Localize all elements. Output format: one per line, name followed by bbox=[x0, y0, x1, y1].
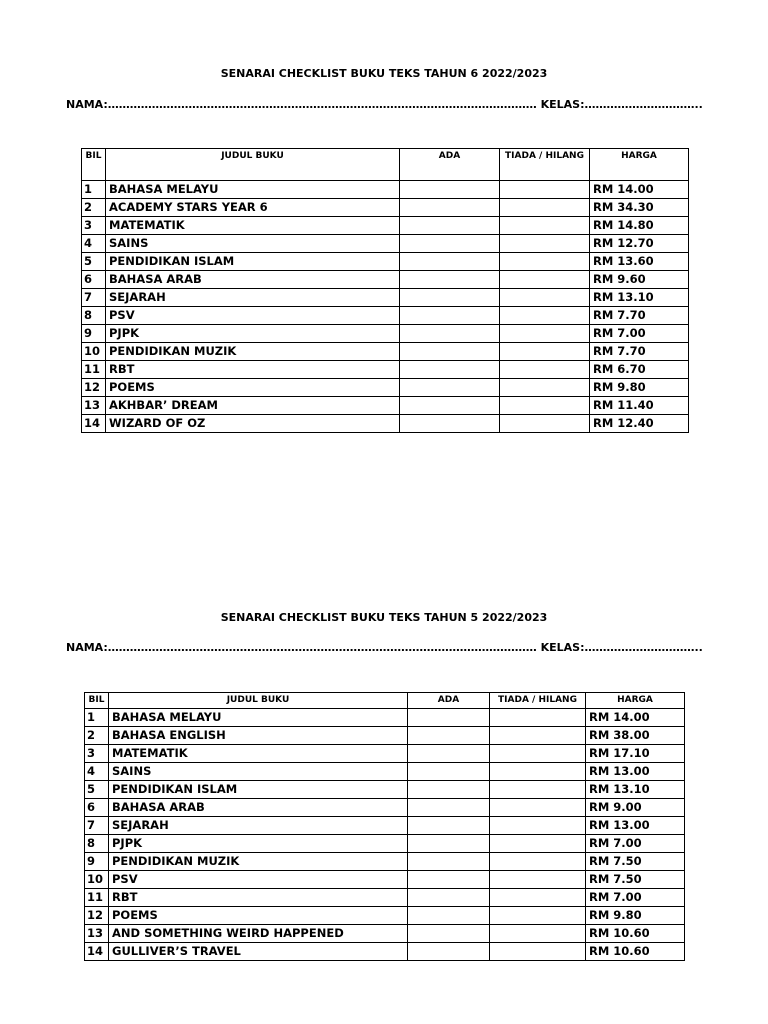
table-body bbox=[85, 709, 685, 961]
tiada-hilang-checkbox-cell[interactable] bbox=[500, 325, 590, 343]
tiada-hilang-checkbox-cell[interactable] bbox=[490, 817, 586, 835]
ada-checkbox-cell[interactable] bbox=[408, 853, 490, 871]
ada-checkbox-cell[interactable] bbox=[408, 907, 490, 925]
bil-cell: 12 bbox=[85, 907, 109, 925]
table-row bbox=[82, 253, 689, 271]
bil-cell: 3 bbox=[82, 217, 106, 235]
table-row bbox=[82, 325, 689, 343]
bil-cell: 4 bbox=[82, 235, 106, 253]
header-harga: HARGA bbox=[586, 693, 685, 709]
section-title: SENARAI CHECKLIST BUKU TEKS TAHUN 6 2022/2023 bbox=[220, 67, 548, 80]
harga-cell: RM 7.00 bbox=[586, 889, 685, 907]
table-header-row bbox=[82, 149, 689, 181]
tiada-hilang-checkbox-cell[interactable] bbox=[500, 217, 590, 235]
harga-cell: RM 13.10 bbox=[590, 289, 689, 307]
judul-buku-cell: MATEMATIK bbox=[109, 745, 408, 763]
judul-buku-cell: SAINS bbox=[106, 235, 400, 253]
ada-checkbox-cell[interactable] bbox=[400, 217, 500, 235]
table-row bbox=[82, 397, 689, 415]
ada-checkbox-cell[interactable] bbox=[400, 343, 500, 361]
bil-cell: 10 bbox=[85, 871, 109, 889]
harga-cell: RM 9.60 bbox=[590, 271, 689, 289]
bil-cell: 4 bbox=[85, 763, 109, 781]
bil-cell: 14 bbox=[85, 943, 109, 961]
judul-buku-cell: GULLIVER’S TRAVEL bbox=[109, 943, 408, 961]
bil-cell: 12 bbox=[82, 379, 106, 397]
tiada-hilang-checkbox-cell[interactable] bbox=[500, 289, 590, 307]
bil-cell: 8 bbox=[82, 307, 106, 325]
table-row bbox=[82, 307, 689, 325]
table-header-row bbox=[85, 693, 685, 709]
table-body bbox=[82, 181, 689, 433]
tiada-hilang-checkbox-cell[interactable] bbox=[490, 745, 586, 763]
bil-cell: 1 bbox=[82, 181, 106, 199]
harga-cell: RM 7.70 bbox=[590, 307, 689, 325]
harga-cell: RM 7.50 bbox=[586, 871, 685, 889]
harga-cell: RM 7.00 bbox=[590, 325, 689, 343]
header-bil: BIL bbox=[85, 693, 109, 709]
harga-cell: RM 10.60 bbox=[586, 925, 685, 943]
judul-buku-cell: SEJARAH bbox=[106, 289, 400, 307]
judul-buku-cell: MATEMATIK bbox=[106, 217, 400, 235]
bil-cell: 5 bbox=[85, 781, 109, 799]
ada-checkbox-cell[interactable] bbox=[400, 289, 500, 307]
bil-cell: 13 bbox=[82, 397, 106, 415]
ada-checkbox-cell[interactable] bbox=[400, 253, 500, 271]
ada-checkbox-cell[interactable] bbox=[408, 727, 490, 745]
table-row bbox=[82, 271, 689, 289]
judul-buku-cell: RBT bbox=[106, 361, 400, 379]
tiada-hilang-checkbox-cell[interactable] bbox=[490, 763, 586, 781]
ada-checkbox-cell[interactable] bbox=[400, 181, 500, 199]
ada-checkbox-cell[interactable] bbox=[400, 199, 500, 217]
tiada-hilang-checkbox-cell[interactable] bbox=[500, 199, 590, 217]
judul-buku-cell: PSV bbox=[109, 871, 408, 889]
bil-cell: 2 bbox=[85, 727, 109, 745]
table-row bbox=[85, 799, 685, 817]
judul-buku-cell: POEMS bbox=[109, 907, 408, 925]
judul-buku-cell: WIZARD OF OZ bbox=[106, 415, 400, 433]
judul-buku-cell: RBT bbox=[109, 889, 408, 907]
bil-cell: 1 bbox=[85, 709, 109, 727]
harga-cell: RM 6.70 bbox=[590, 361, 689, 379]
tiada-hilang-checkbox-cell[interactable] bbox=[500, 271, 590, 289]
ada-checkbox-cell[interactable] bbox=[408, 943, 490, 961]
judul-buku-cell: PENDIDIKAN ISLAM bbox=[106, 253, 400, 271]
table-row bbox=[82, 361, 689, 379]
ada-checkbox-cell[interactable] bbox=[400, 415, 500, 433]
bil-cell: 6 bbox=[82, 271, 106, 289]
judul-buku-cell: PSV bbox=[106, 307, 400, 325]
tiada-hilang-checkbox-cell[interactable] bbox=[490, 709, 586, 727]
table-row bbox=[85, 745, 685, 763]
judul-buku-cell: POEMS bbox=[106, 379, 400, 397]
ada-checkbox-cell[interactable] bbox=[408, 709, 490, 727]
bil-cell: 7 bbox=[85, 817, 109, 835]
bil-cell: 13 bbox=[85, 925, 109, 943]
table-row bbox=[85, 817, 685, 835]
judul-buku-cell: SEJARAH bbox=[109, 817, 408, 835]
harga-cell: RM 13.10 bbox=[586, 781, 685, 799]
ada-checkbox-cell[interactable] bbox=[408, 871, 490, 889]
table-row bbox=[85, 853, 685, 871]
section-title: SENARAI CHECKLIST BUKU TEKS TAHUN 5 2022/2023 bbox=[220, 611, 548, 624]
tiada-hilang-checkbox-cell[interactable] bbox=[490, 907, 586, 925]
bil-cell: 2 bbox=[82, 199, 106, 217]
ada-checkbox-cell[interactable] bbox=[408, 889, 490, 907]
tiada-hilang-checkbox-cell[interactable] bbox=[500, 253, 590, 271]
header-ada: ADA bbox=[408, 693, 490, 709]
bil-cell: 5 bbox=[82, 253, 106, 271]
harga-cell: RM 17.10 bbox=[586, 745, 685, 763]
harga-cell: RM 13.60 bbox=[590, 253, 689, 271]
harga-cell: RM 7.00 bbox=[586, 835, 685, 853]
ada-checkbox-cell[interactable] bbox=[400, 235, 500, 253]
bil-cell: 7 bbox=[82, 289, 106, 307]
harga-cell: RM 12.70 bbox=[590, 235, 689, 253]
tiada-hilang-checkbox-cell[interactable] bbox=[490, 871, 586, 889]
header-tiada-hilang: TIADA / HILANG bbox=[500, 149, 590, 181]
table-row bbox=[85, 781, 685, 799]
harga-cell: RM 9.80 bbox=[590, 379, 689, 397]
judul-buku-cell: BAHASA ENGLISH bbox=[109, 727, 408, 745]
bil-cell: 11 bbox=[82, 361, 106, 379]
bil-cell: 11 bbox=[85, 889, 109, 907]
harga-cell: RM 9.00 bbox=[586, 799, 685, 817]
ada-checkbox-cell[interactable] bbox=[400, 397, 500, 415]
table-row bbox=[82, 343, 689, 361]
table-row bbox=[82, 289, 689, 307]
tiada-hilang-checkbox-cell[interactable] bbox=[500, 415, 590, 433]
book-checklist-table bbox=[84, 692, 685, 961]
tiada-hilang-checkbox-cell[interactable] bbox=[500, 235, 590, 253]
nama-kelas-line: NAMA:……………………………………………………………………………………………………… KELAS:………………………….. bbox=[66, 98, 703, 111]
judul-buku-cell: SAINS bbox=[109, 763, 408, 781]
table-row bbox=[85, 727, 685, 745]
harga-cell: RM 13.00 bbox=[586, 763, 685, 781]
header-judul-buku: JUDUL BUKU bbox=[106, 149, 400, 181]
tiada-hilang-checkbox-cell[interactable] bbox=[500, 181, 590, 199]
bil-cell: 8 bbox=[85, 835, 109, 853]
harga-cell: RM 13.00 bbox=[586, 817, 685, 835]
bil-cell: 9 bbox=[82, 325, 106, 343]
judul-buku-cell: AND SOMETHING WEIRD HAPPENED bbox=[109, 925, 408, 943]
judul-buku-cell: PJPK bbox=[109, 835, 408, 853]
table-row bbox=[82, 235, 689, 253]
tiada-hilang-checkbox-cell[interactable] bbox=[500, 307, 590, 325]
harga-cell: RM 14.80 bbox=[590, 217, 689, 235]
table-row bbox=[82, 199, 689, 217]
ada-checkbox-cell[interactable] bbox=[408, 817, 490, 835]
judul-buku-cell: PJPK bbox=[106, 325, 400, 343]
ada-checkbox-cell[interactable] bbox=[400, 325, 500, 343]
header-harga: HARGA bbox=[590, 149, 689, 181]
table-row bbox=[85, 835, 685, 853]
harga-cell: RM 9.80 bbox=[586, 907, 685, 925]
header-judul-buku: JUDUL BUKU bbox=[109, 693, 408, 709]
judul-buku-cell: BAHASA ARAB bbox=[106, 271, 400, 289]
table-row bbox=[85, 871, 685, 889]
judul-buku-cell: BAHASA MELAYU bbox=[109, 709, 408, 727]
table-row bbox=[85, 889, 685, 907]
bil-cell: 6 bbox=[85, 799, 109, 817]
ada-checkbox-cell[interactable] bbox=[400, 307, 500, 325]
header-ada: ADA bbox=[400, 149, 500, 181]
tiada-hilang-checkbox-cell[interactable] bbox=[490, 925, 586, 943]
judul-buku-cell: BAHASA ARAB bbox=[109, 799, 408, 817]
table-row bbox=[85, 907, 685, 925]
table-row bbox=[82, 217, 689, 235]
bil-cell: 9 bbox=[85, 853, 109, 871]
table-row bbox=[82, 379, 689, 397]
judul-buku-cell: PENDIDIKAN ISLAM bbox=[109, 781, 408, 799]
judul-buku-cell: PENDIDIKAN MUZIK bbox=[109, 853, 408, 871]
tiada-hilang-checkbox-cell[interactable] bbox=[500, 361, 590, 379]
harga-cell: RM 7.50 bbox=[586, 853, 685, 871]
table-row bbox=[82, 181, 689, 199]
ada-checkbox-cell[interactable] bbox=[400, 271, 500, 289]
tiada-hilang-checkbox-cell[interactable] bbox=[490, 835, 586, 853]
harga-cell: RM 14.00 bbox=[586, 709, 685, 727]
header-bil: BIL bbox=[82, 149, 106, 181]
judul-buku-cell: AKHBAR’ DREAM bbox=[106, 397, 400, 415]
nama-kelas-line: NAMA:……………………………………………………………………………………………………… KELAS:………………………….. bbox=[66, 641, 703, 654]
tiada-hilang-checkbox-cell[interactable] bbox=[490, 799, 586, 817]
tiada-hilang-checkbox-cell[interactable] bbox=[500, 379, 590, 397]
tiada-hilang-checkbox-cell[interactable] bbox=[490, 727, 586, 745]
tiada-hilang-checkbox-cell[interactable] bbox=[500, 397, 590, 415]
ada-checkbox-cell[interactable] bbox=[408, 763, 490, 781]
ada-checkbox-cell[interactable] bbox=[408, 925, 490, 943]
bil-cell: 10 bbox=[82, 343, 106, 361]
ada-checkbox-cell[interactable] bbox=[400, 379, 500, 397]
ada-checkbox-cell[interactable] bbox=[408, 835, 490, 853]
bil-cell: 3 bbox=[85, 745, 109, 763]
tiada-hilang-checkbox-cell[interactable] bbox=[490, 943, 586, 961]
judul-buku-cell: BAHASA MELAYU bbox=[106, 181, 400, 199]
ada-checkbox-cell[interactable] bbox=[408, 745, 490, 763]
harga-cell: RM 38.00 bbox=[586, 727, 685, 745]
table-row bbox=[85, 763, 685, 781]
ada-checkbox-cell[interactable] bbox=[400, 361, 500, 379]
harga-cell: RM 34.30 bbox=[590, 199, 689, 217]
tiada-hilang-checkbox-cell[interactable] bbox=[490, 889, 586, 907]
table-row bbox=[85, 943, 685, 961]
ada-checkbox-cell[interactable] bbox=[408, 781, 490, 799]
tiada-hilang-checkbox-cell[interactable] bbox=[490, 853, 586, 871]
header-tiada-hilang: TIADA / HILANG bbox=[490, 693, 586, 709]
harga-cell: RM 7.70 bbox=[590, 343, 689, 361]
table-row bbox=[85, 925, 685, 943]
harga-cell: RM 14.00 bbox=[590, 181, 689, 199]
ada-checkbox-cell[interactable] bbox=[408, 799, 490, 817]
table-row bbox=[85, 709, 685, 727]
book-checklist-table bbox=[81, 148, 689, 433]
harga-cell: RM 10.60 bbox=[586, 943, 685, 961]
table-row bbox=[82, 415, 689, 433]
bil-cell: 14 bbox=[82, 415, 106, 433]
tiada-hilang-checkbox-cell[interactable] bbox=[500, 343, 590, 361]
harga-cell: RM 12.40 bbox=[590, 415, 689, 433]
judul-buku-cell: PENDIDIKAN MUZIK bbox=[106, 343, 400, 361]
harga-cell: RM 11.40 bbox=[590, 397, 689, 415]
tiada-hilang-checkbox-cell[interactable] bbox=[490, 781, 586, 799]
judul-buku-cell: ACADEMY STARS YEAR 6 bbox=[106, 199, 400, 217]
